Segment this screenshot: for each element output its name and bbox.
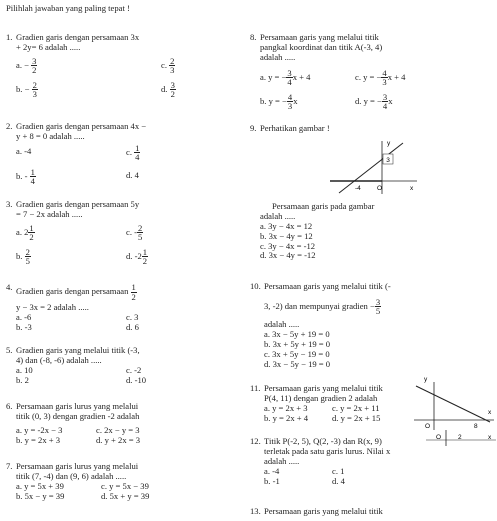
question-text: Persamaan garis lurus yang melalui (16, 461, 139, 471)
option-a[interactable]: a. y = 5x + 39 (16, 480, 64, 491)
option-b[interactable]: b. − $\frac{2}{3}$ (16, 79, 37, 100)
option-d[interactable]: d. 3x − 4y = -12 (260, 250, 316, 261)
origin-label: O (377, 185, 383, 192)
question-text: pangkal koordinat dan titik A(-3, 4) (260, 41, 383, 52)
option-c[interactable]: c. y = 2x + 11 (332, 402, 380, 413)
question-text: Perhatikan gambar ! (260, 123, 330, 133)
question-8 (250, 33, 480, 113)
question-10 (250, 282, 480, 369)
option-a[interactable]: a. − $\frac{3}{2}$ (16, 55, 37, 76)
option-d[interactable]: d. y = 2x + 15 (332, 412, 381, 423)
question-number: 12. (250, 436, 261, 446)
option-a[interactable]: a. -4 (264, 465, 280, 476)
question-number: 11. (250, 383, 261, 393)
question-13 (250, 507, 480, 517)
option-a[interactable]: a. y = -2x − 3 (16, 424, 63, 435)
origin-label: O (436, 434, 442, 441)
option-a[interactable]: a. -4 (16, 145, 32, 156)
question-number: 13. (250, 506, 261, 516)
fraction: $\frac{4}{3}$ (287, 91, 293, 112)
question-text: terletak pada satu garis lurus. Nilai x (264, 445, 391, 456)
question-2 (6, 121, 236, 187)
question-number: 7. (6, 461, 13, 471)
fraction: $\frac{3}{2}$ (32, 55, 37, 76)
option-c[interactable]: c. y = − $\frac{4}{3}$ x + 4 (355, 67, 406, 88)
option-d[interactable]: d. 4 (126, 169, 139, 180)
option-d[interactable]: d. 3x − 5y − 19 = 0 (264, 358, 331, 369)
fraction: $\frac{3}{5}$ (375, 296, 381, 317)
option-c[interactable]: c. - $\frac{2}{5}$ (126, 222, 143, 243)
option-b[interactable]: b. 3x − 4y = 12 (260, 230, 313, 241)
option-d[interactable]: d. y + 2x = 3 (96, 434, 141, 445)
fraction: $\frac{2}{5}$ (25, 246, 30, 267)
option-b[interactable]: b. 3x + 5y + 19 = 0 (264, 338, 331, 349)
fraction: $\frac{1}{2}$ (131, 282, 136, 302)
question-1 (6, 32, 236, 100)
question-6 (6, 402, 236, 446)
question-text: Persamaan garis lurus yang melalui (16, 401, 139, 411)
fraction: $\frac{3}{2}$ (170, 79, 175, 100)
question-text: y − 3x = 2 adalah ..... (16, 302, 89, 313)
fraction: $\frac{1}{2}$ (142, 246, 148, 267)
question-text: Gradien garis dengan persamaan 3x (16, 32, 140, 42)
question-text: Gradien garis dengan persamaan 5y (16, 199, 140, 209)
question-text: y + 8 = 0 adalah ..... (16, 130, 85, 141)
fraction: $\frac{1}{2}$ (29, 222, 34, 243)
instruction-text: Pilihlah jawaban yang paling tepat ! (6, 3, 130, 13)
origin-label: O (425, 423, 431, 430)
option-a[interactable]: a. y = 2x + 3 (264, 402, 308, 413)
option-c[interactable]: c. 3 (126, 312, 139, 323)
fraction: $\frac{1}{4}$ (135, 142, 140, 163)
graph-q12 (426, 430, 496, 446)
question-number: 1. (6, 32, 13, 42)
question-3 (6, 200, 236, 268)
question-number: 9. (250, 123, 257, 133)
question-text: titik (7, -4) dan (9, 6) adalah ..... (16, 470, 127, 481)
question-text: adalah ..... (264, 455, 300, 466)
question-text: Titik P(-2, 5), Q(2, -3) dan R(x, 9) (264, 436, 382, 446)
option-b[interactable]: b. -1 (264, 475, 280, 486)
question-text: adalah ..... (260, 51, 296, 62)
question-text: 4) dan (-8, -6) adalah ..... (16, 354, 102, 365)
x-intercept-label: 8 (474, 423, 478, 430)
option-b[interactable]: b. $\frac{2}{5}$ (16, 246, 30, 267)
question-text: + 2y= 6 adalah ..... (16, 41, 81, 52)
question-text: Persamaan garis yang melalui titik (264, 506, 383, 516)
option-c[interactable]: c. $\frac{2}{3}$ (161, 55, 175, 76)
graph-q9 (325, 137, 425, 197)
question-text: = 7 − 2x adalah ..... (16, 208, 83, 219)
x-axis-label: x (488, 434, 492, 441)
y-axis-label: y (387, 140, 391, 147)
fraction: $\frac{3}{4}$ (287, 67, 292, 88)
question-4 (6, 283, 236, 335)
question-text: P(4, 11) dengan gradien 2 adalah (264, 392, 378, 403)
option-a[interactable]: a. y = − $\frac{3}{4}$ x + 4 (260, 67, 311, 88)
option-a[interactable]: a. -6 (16, 312, 32, 323)
option-c[interactable]: c. 2x − y = 3 (96, 424, 140, 435)
x-intercept-label: -4 (355, 185, 361, 192)
question-number: 6. (6, 401, 13, 411)
option-c[interactable]: c. 3y − 4x = -12 (260, 240, 316, 251)
option-b[interactable]: b. 2 (16, 374, 29, 385)
question-text: adalah ..... (260, 210, 296, 221)
fraction: $\frac{3}{4}$ (382, 91, 388, 112)
fraction: $\frac{2}{5}$ (138, 222, 143, 243)
option-a[interactable]: a. 3x − 5y + 19 = 0 (264, 328, 330, 339)
question-number: 10. (250, 281, 261, 291)
option-d[interactable]: d. $\frac{3}{2}$ (161, 79, 175, 100)
option-d[interactable]: d. -10 (126, 374, 147, 385)
option-a[interactable]: a. 10 (16, 364, 33, 375)
option-c[interactable]: c. y = 5x − 39 (101, 480, 149, 491)
graph-line (339, 143, 403, 193)
question-7 (6, 462, 236, 504)
question-number: 5. (6, 345, 13, 355)
option-d[interactable]: d. 4 (332, 475, 345, 486)
fraction: $\frac{2}{3}$ (32, 79, 37, 100)
question-text: adalah ..... (264, 319, 300, 330)
question-number: 4. (6, 282, 13, 292)
question-text: 3, -2) dan mempunyai gradien − $\frac{3}{5}$ (264, 296, 381, 317)
x-axis-label: x (410, 185, 414, 192)
graph-q11 (410, 372, 496, 430)
question-text: Persamaan garis pada gambar (272, 201, 375, 211)
question-text: Gradien garis dengan persamaan $\frac{1}{2}$ (16, 282, 136, 302)
question-text: Persamaan garis yang melalui titik (264, 383, 383, 393)
option-a[interactable]: a. 3y − 4x = 12 (260, 220, 313, 231)
option-c[interactable]: c. 3x + 5y − 19 = 0 (264, 348, 330, 359)
question-9 (250, 124, 480, 134)
option-d[interactable]: d. 6 (126, 322, 139, 333)
tick-label: 2 (458, 434, 462, 441)
y-intercept-label: 3 (386, 157, 390, 164)
question-5 (6, 346, 236, 388)
option-b[interactable]: b. - $\frac{1}{4}$ (16, 166, 35, 187)
option-b[interactable]: b. -3 (16, 322, 32, 333)
option-c[interactable]: c. 1 (332, 465, 345, 476)
question-text: Persamaan garis yang melalui titik (- (264, 281, 391, 291)
x-axis-label: x (488, 409, 492, 416)
question-text: Gradien garis dengan persamaan 4x − (16, 121, 147, 131)
y-axis-label: y (424, 376, 428, 383)
fraction: $\frac{4}{3}$ (382, 67, 387, 88)
option-c[interactable]: c. $\frac{1}{4}$ (126, 142, 140, 163)
option-c[interactable]: c. -2 (126, 364, 142, 375)
graph-line (416, 386, 490, 422)
option-b[interactable]: b. y = 2x + 3 (16, 434, 61, 445)
question-number: 2. (6, 121, 13, 131)
option-d[interactable]: d. y = − $\frac{3}{4}$ x (355, 91, 393, 112)
question-text: Gradien garis yang melalui titik (-3, (16, 345, 140, 355)
option-a[interactable]: a. 2 $\frac{1}{2}$ (16, 222, 34, 243)
question-9-body (250, 202, 480, 261)
option-b[interactable]: b. 5x − y = 39 (16, 490, 65, 501)
option-b[interactable]: b. y = − $\frac{4}{3}$ x (260, 91, 298, 112)
fraction: $\frac{2}{3}$ (170, 55, 175, 76)
question-number: 3. (6, 199, 13, 209)
question-text: titik (0, 3) dengan gradien -2 adalah (16, 410, 140, 421)
question-text: Persamaan garis yang melalui titik (260, 32, 379, 42)
option-d[interactable]: d. -2 $\frac{1}{2}$ (126, 246, 148, 267)
question-number: 8. (250, 32, 257, 42)
fraction: $\frac{1}{4}$ (30, 166, 35, 187)
option-b[interactable]: b. y = 2x + 4 (264, 412, 309, 423)
option-d[interactable]: d. 5x + y = 39 (101, 490, 150, 501)
